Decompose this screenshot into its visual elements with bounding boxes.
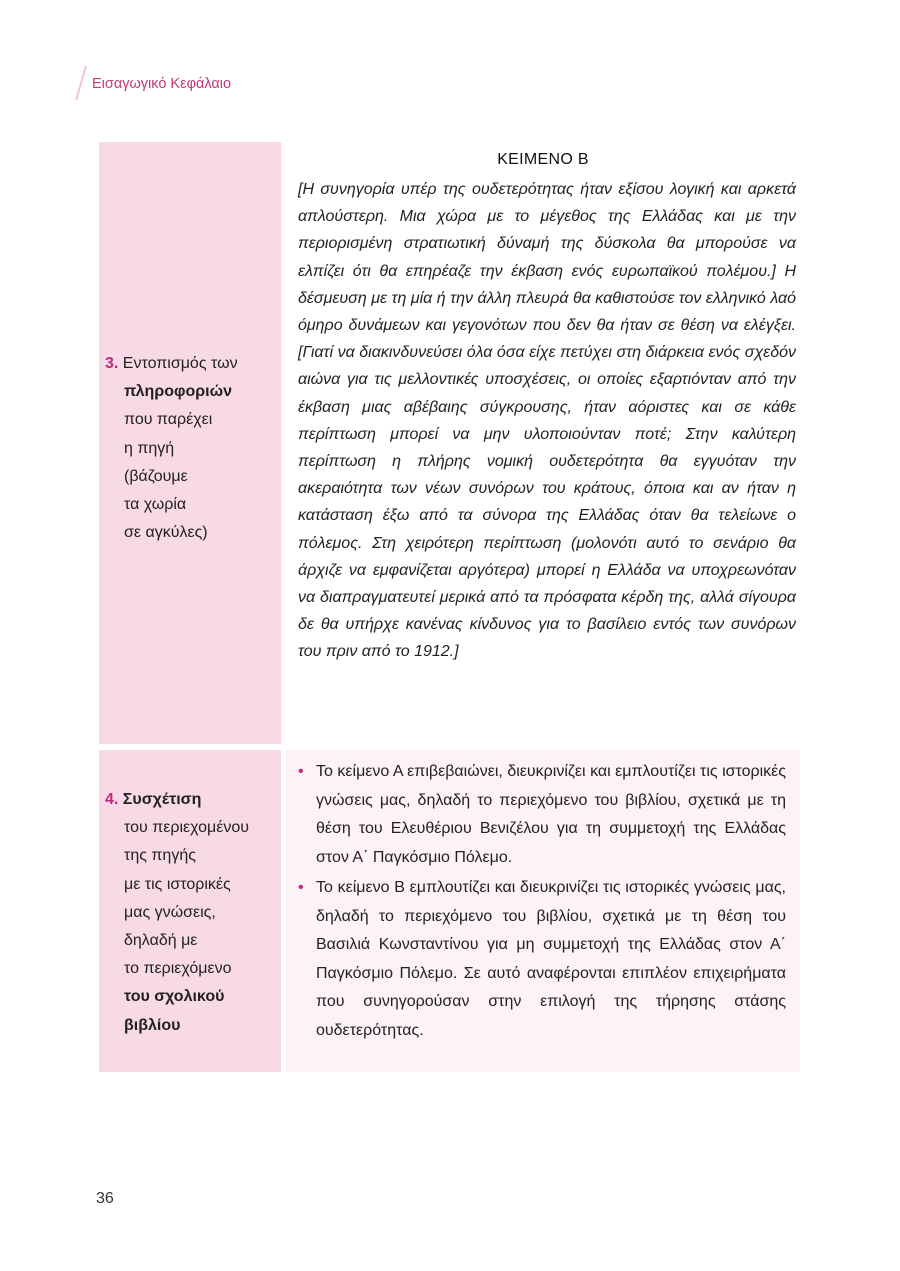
- criterion-4-number: 4.: [105, 791, 119, 808]
- criterion-4-line-8: του σχολικού: [124, 988, 225, 1006]
- criterion-4-line-7: το περιεχόμενο: [124, 960, 232, 978]
- source-text-cell: [286, 142, 800, 744]
- page-number: 36: [96, 1190, 114, 1207]
- chapter-title: Εισαγωγικό Κεφάλαιο: [92, 76, 232, 92]
- criterion-4-line-3: της πηγής: [124, 847, 196, 865]
- criterion-4: [105, 786, 277, 1040]
- source-text-body: [Η συνηγορία υπέρ της ουδετερότητας ήταν εξίσου λογική και αρκετά απλούστερη. Μια χώρα με το μέγεθος της Ελλάδας και με την περιορισμένη στρατιωτική δύναμή της δύσκολα θα μπορούσε να ελπίζει ότι θα επηρέαζε την έκβαση ενός ευρωπαϊκού πολέμου.] Η δέσμευση με τη μία ή την άλλη πλευρά θα καθιστούσε τον ελληνικό λαό όμηρο δυνάμεων και γεγονότων που δεν θα ήταν σε θέση να ελέγξει. [Γιατί να διακινδυνεύσει όλα όσα είχε πετύχει στη διάρκεια ενός σχεδόν αιώνα για τις μελλοντικές υποσχέσεις, οι οποίες εξαρτιόνταν από την έκβαση μιας αβέβαιης σύγκρουσης, ήταν αόριστες και σε κάθε περίπτωση μπορεί να μην υλοποιούνταν ποτέ; Στην καλύτερη περίπτωση η πλήρης νομική ουδετερότητα θα εγγυόταν την ακεραιότητα των νέων συνόρων του κράτους, όποια και αν ήταν η κατάσταση έξω από τα σύνορα της Ελλάδας όταν θα τελείωνε ο πόλεμος. Στη χειρότερη περίπτωση (μολονότι αυτό το σενάριο θα άρχιζε να εμφανίζεται αργότερα) μπορεί η Ελλάδα να υποχρεωνόταν να διαπραγματευτεί μερικά από τα πρόσφατα κέρδη της, αλλά σίγουρα δε θα υπήρχε κανένας κίνδυνος για το βασίλειο εντός των συνόρων του πριν από το 1912.]: [298, 181, 796, 661]
- criterion-4-line-9: βιβλίου: [124, 1016, 181, 1034]
- list-item: • Το κείμενο Β εμπλουτίζει και διευκρινίζει τις ιστορικές γνώσεις μας, δηλαδή το περιεχόμενο του βιβλίου, σχετικά με τη θέση του Βασιλιά Κωνσταντίνου για μη συμμετοχή της Ελλάδας στον Α΄ Παγκόσμιο Πόλεμο. Σε αυτό αναφέρονται επιπλέον επιχειρήματα που συνηγορούσαν στην επιλογή της τήρησης στάσης ουδετερότητας.: [296, 874, 786, 1045]
- criterion-3: [105, 350, 277, 547]
- list-item: • Το κείμενο Α επιβεβαιώνει, διευκρινίζει και εμπλουτίζει τις ιστορικές γνώσεις μας, δηλαδή το περιεχόμενο του βιβλίου, σχετικά με τη θέση του Ελευθέριου Βενιζέλου για τη συμμετοχή της Ελλάδας στον Α΄ Παγκόσμιο Πόλεμο.: [296, 758, 786, 872]
- correlation-cell: [286, 750, 800, 1072]
- bullet-icon: •: [298, 763, 304, 780]
- criterion-4-line-4: με τις ιστορικές: [124, 875, 231, 893]
- criterion-3-line-2: πληροφοριών: [124, 383, 232, 401]
- criterion-3-line-7: σε αγκύλες): [124, 524, 208, 542]
- criterion-3-line-6: τα χωρία: [124, 496, 187, 514]
- criterion-4-line-5: μας γνώσεις,: [124, 903, 216, 921]
- criterion-3-line-1: 3. Εντοπισμός των: [105, 355, 238, 372]
- criterion-3-number: 3.: [105, 355, 119, 372]
- criterion-4-line-6: δηλαδή με: [124, 932, 198, 950]
- source-text-title: ΚΕΙΜΕΝΟ Β: [497, 151, 589, 168]
- chapter-divider-slash: [75, 66, 87, 100]
- criterion-4-line-1: 4. Συσχέτιση: [105, 791, 202, 808]
- criterion-cell-3: [99, 142, 281, 744]
- criterion-3-line-4: η πηγή: [124, 439, 175, 457]
- criterion-4-line-2: του περιεχομένου: [124, 819, 250, 837]
- bullet-icon: •: [298, 879, 304, 896]
- criterion-3-line-5: (βάζουμε: [124, 467, 188, 485]
- criterion-3-line-3: που παρέχει: [124, 411, 213, 429]
- correlation-list: [296, 758, 786, 1047]
- criterion-cell-4: [99, 750, 281, 1072]
